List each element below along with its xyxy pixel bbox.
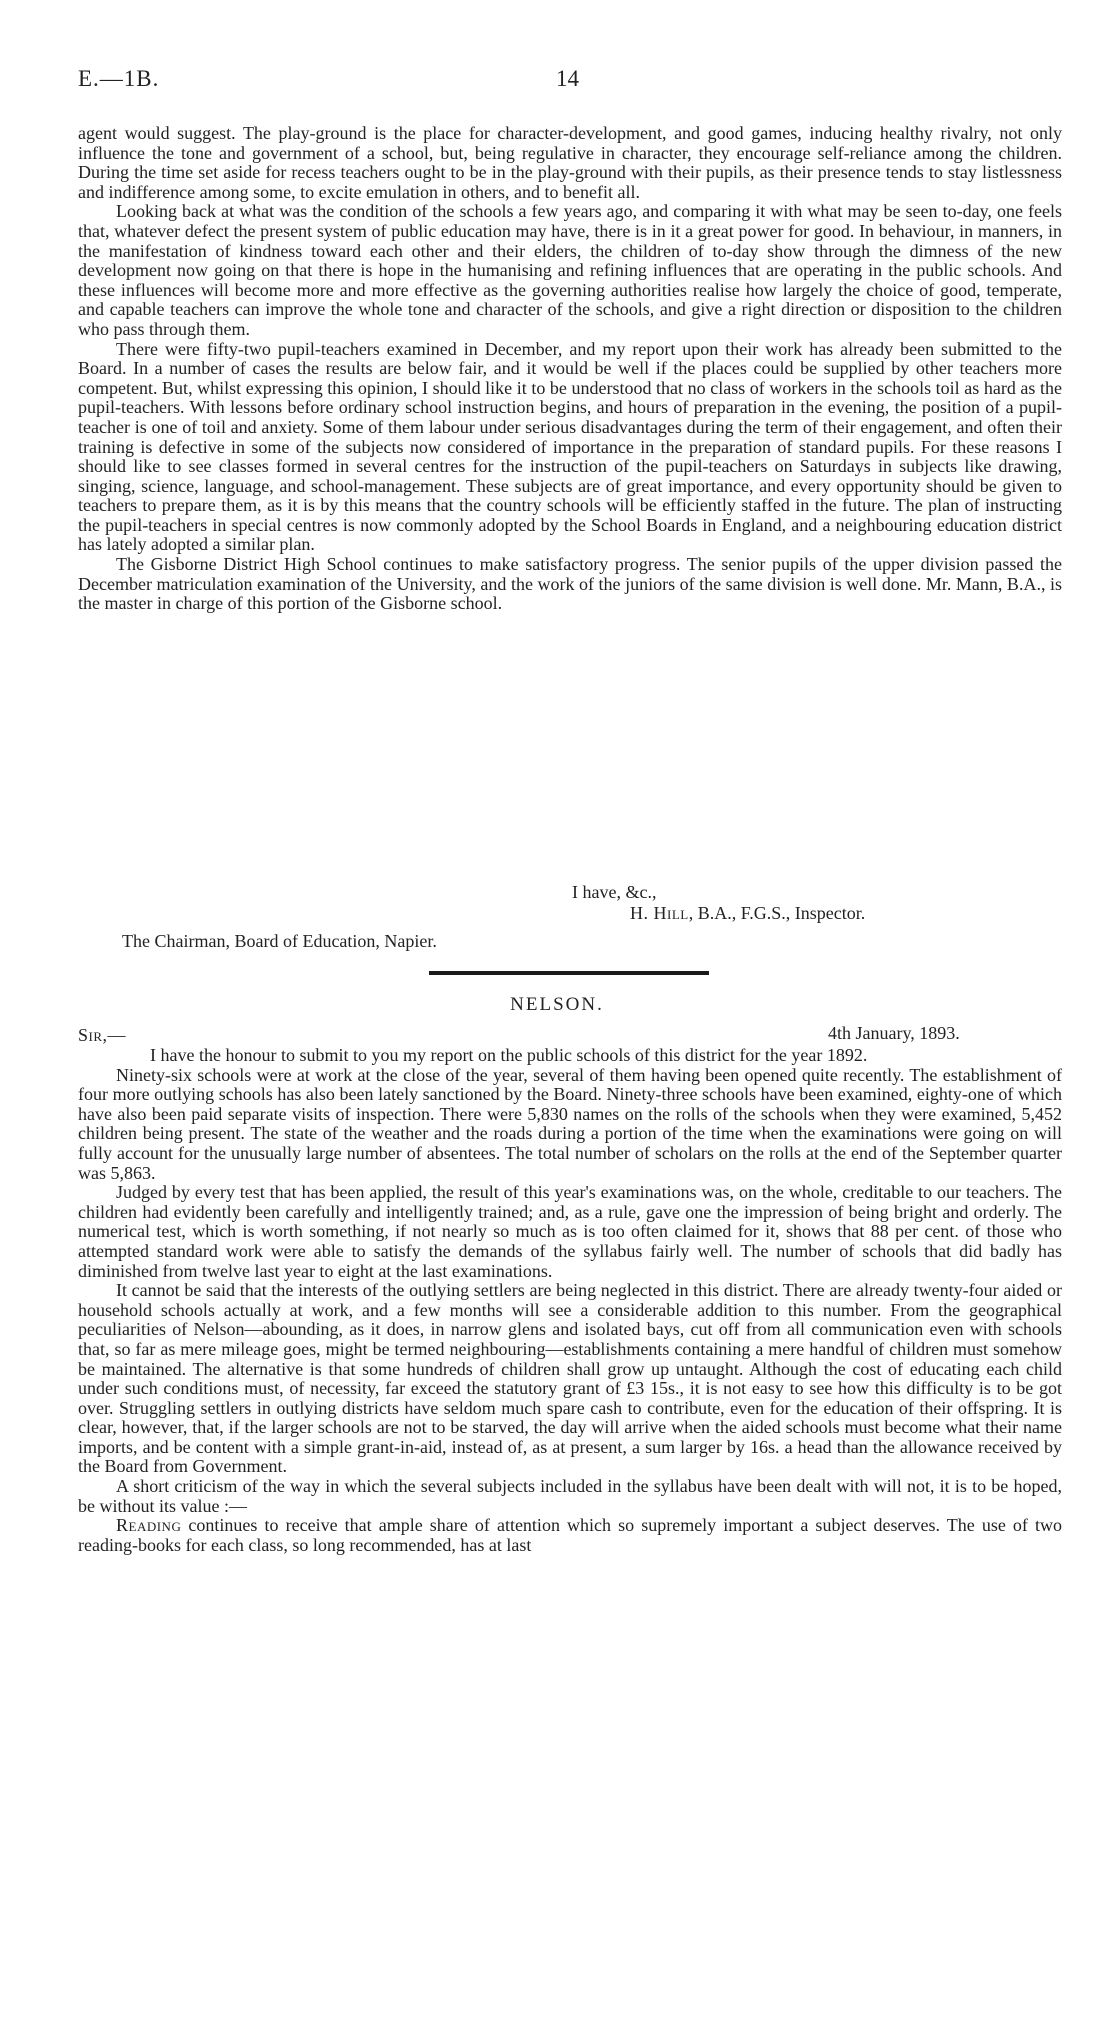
- paragraph-reading: [78, 1516, 1062, 1555]
- inspector-name: H. Hill: [630, 903, 689, 923]
- closing-formula: I have, &c.,: [572, 882, 657, 902]
- section-title-nelson: NELSON.: [510, 994, 604, 1015]
- report-date: 4th January, 1893.: [828, 1023, 960, 1043]
- paragraph-looking-back: Looking back at what was the condition of the schools a few years ago, and comparing it with what may be seen to-day, one feels that, whatever defect the present system of public education may have, there is in it a great power for good. In behaviour, in manners, in the manifestation of kindness toward each other and their elders, the children of to-day show through the dimness of the new development now going on that there is hope in the humanising and refining influences that are operating in the public schools. And these influences will become more and more effective as the governing authorities realise how largely the choice of good, temperate, and capable teachers can improve the whole tone and character of the schools, and give a right direction or disposition to the children who pass through them.: [78, 201, 1062, 339]
- inspector-title: , B.A., F.G.S., Inspector.: [688, 903, 866, 923]
- section-divider: [429, 971, 709, 975]
- inspector-signature: [630, 903, 865, 924]
- nelson-report-text: [78, 1046, 1062, 1555]
- report-recipient: The Chairman, Board of Education, Napier.: [122, 931, 437, 951]
- reading-text: continues to receive that ample share of attention which so supremely important a subject deserves. The use of two reading-books for each class, so long recommended, has at last: [78, 1515, 1062, 1555]
- page-number: 14: [556, 66, 579, 91]
- reading-heading: Reading: [116, 1515, 182, 1536]
- paragraph-gisborne: The Gisborne District High School continues to make satisfactory progress. The senior pupils of the upper division passed the December matriculation examination of the University, and the work of the juniors of the same division is well done. Mr. Mann, B.A., is the master in charge of this portion of the Gisborne school.: [78, 554, 1062, 614]
- document-reference: E.—1B.: [78, 66, 160, 91]
- paragraph-criticism-intro: A short criticism of the way in which the several subjects included in the syllabus have been dealt with will not, it is to be hoped, be without its value :—: [78, 1476, 1062, 1516]
- hawkes-bay-report-text: [78, 124, 1062, 614]
- paragraph-pupil-teachers: There were fifty-two pupil-teachers examined in December, and my report upon their work has already been submitted to the Board. In a number of cases the results are below fair, and it would be well if the places could be supplied by other teachers more competent. But, whilst expressing this opinion, I should like it to be understood that no class of workers in the schools toil as hard as the pupil-teachers. With lessons before ordinary school instruction begins, and hours of preparation in the evening, the position of a pupil-teacher is one of toil and anxiety. Some of them labour under serious disadvantages during the term of their engagement, and often their training is defective in some of the subjects now considered of importance in the preparation of standard pupils. For these reasons I should like to see classes formed in several centres for the instruction of the pupil-teachers on Saturdays in subjects like drawing, singing, science, language, and school-management. These subjects are of great importance, and every opportunity should be given to teachers to prepare them, as it is by this means that the country schools will be efficiently staffed in the future. The plan of instructing the pupil-teachers in special centres is now commonly adopted by the School Boards in England, and a neighbouring education district has lately adopted a similar plan.: [78, 338, 1062, 555]
- paragraph-playground: agent would suggest. The play-ground is the place for character-development, and good games, inducing healthy rivalry, not only influence the tone and government of a school, but, being regulative in character, they encourage self-reliance among the children. During the time set aside for recess teachers ought to be in the play-ground with their pupils, as their presence tends to stay listlessness and indifference among some, to excite emulation in others, and to benefit all.: [78, 123, 1062, 202]
- paragraph-outlying-settlers: It cannot be said that the interests of the outlying settlers are being neglected in this district. There are already twenty-four aided or household schools actually at work, and a few months will see a considerable addition to this number. From the geographical peculiarities of Nelson—abounding, as it does, in narrow glens and isolated bays, cut off from all communication even with schools that, so far as mere mileage goes, might be termed neighbouring—establishments containing a mere handful of children must somehow be maintained. The alternative is that some hundreds of children shall grow up untaught. Although the cost of educating each child under such conditions must, of necessity, far exceed the statutory grant of £3 15s., it is not easy to see how this difficulty is to be got over. Struggling settlers in outlying districts have seldom much spare cash to contribute, even for the education of their offspring. It is clear, however, that, if the larger schools are not to be starved, the day will arrive when the aided schools must become what their name imports, and be content with a simple grant-in-aid, instead of, as at present, a sum larger by 16s. a head than the allowance received by the Board from Government.: [78, 1280, 1062, 1477]
- paragraph-examinations: Judged by every test that has been applied, the result of this year's examinations was, on the whole, creditable to our teachers. The children had evidently been carefully and intelligently trained; and, as a rule, gave one the impression of being bright and orderly. The numerical test, which is worth something, if not nearly so much as is too often claimed for it, shows that 88 per cent. of those who attempted standard work were able to satisfy the demands of the syllabus fairly well. The number of schools that did badly has diminished from twelve last year to eight at the last examinations.: [78, 1182, 1062, 1281]
- paragraph-opening: I have the honour to submit to you my report on the public schools of this district for the year 1892.: [150, 1045, 868, 1065]
- salutation: Sir,—: [78, 1025, 127, 1045]
- paragraph-schools-count: Ninety-six schools were at work at the close of the year, several of them having been opened quite recently. The establishment of four more outlying schools has also been lately sanctioned by the Board. Ninety-three schools have been examined, eighty-one of which have also been paid separate visits of inspection. There were 5,830 names on the rolls of the schools when they were examined, 5,452 children being present. The state of the weather and the roads during a portion of the time when the examinations were going on will fully account for the unusually large number of absentees. The total number of scholars on the rolls at the end of the September quarter was 5,863.: [78, 1064, 1062, 1183]
